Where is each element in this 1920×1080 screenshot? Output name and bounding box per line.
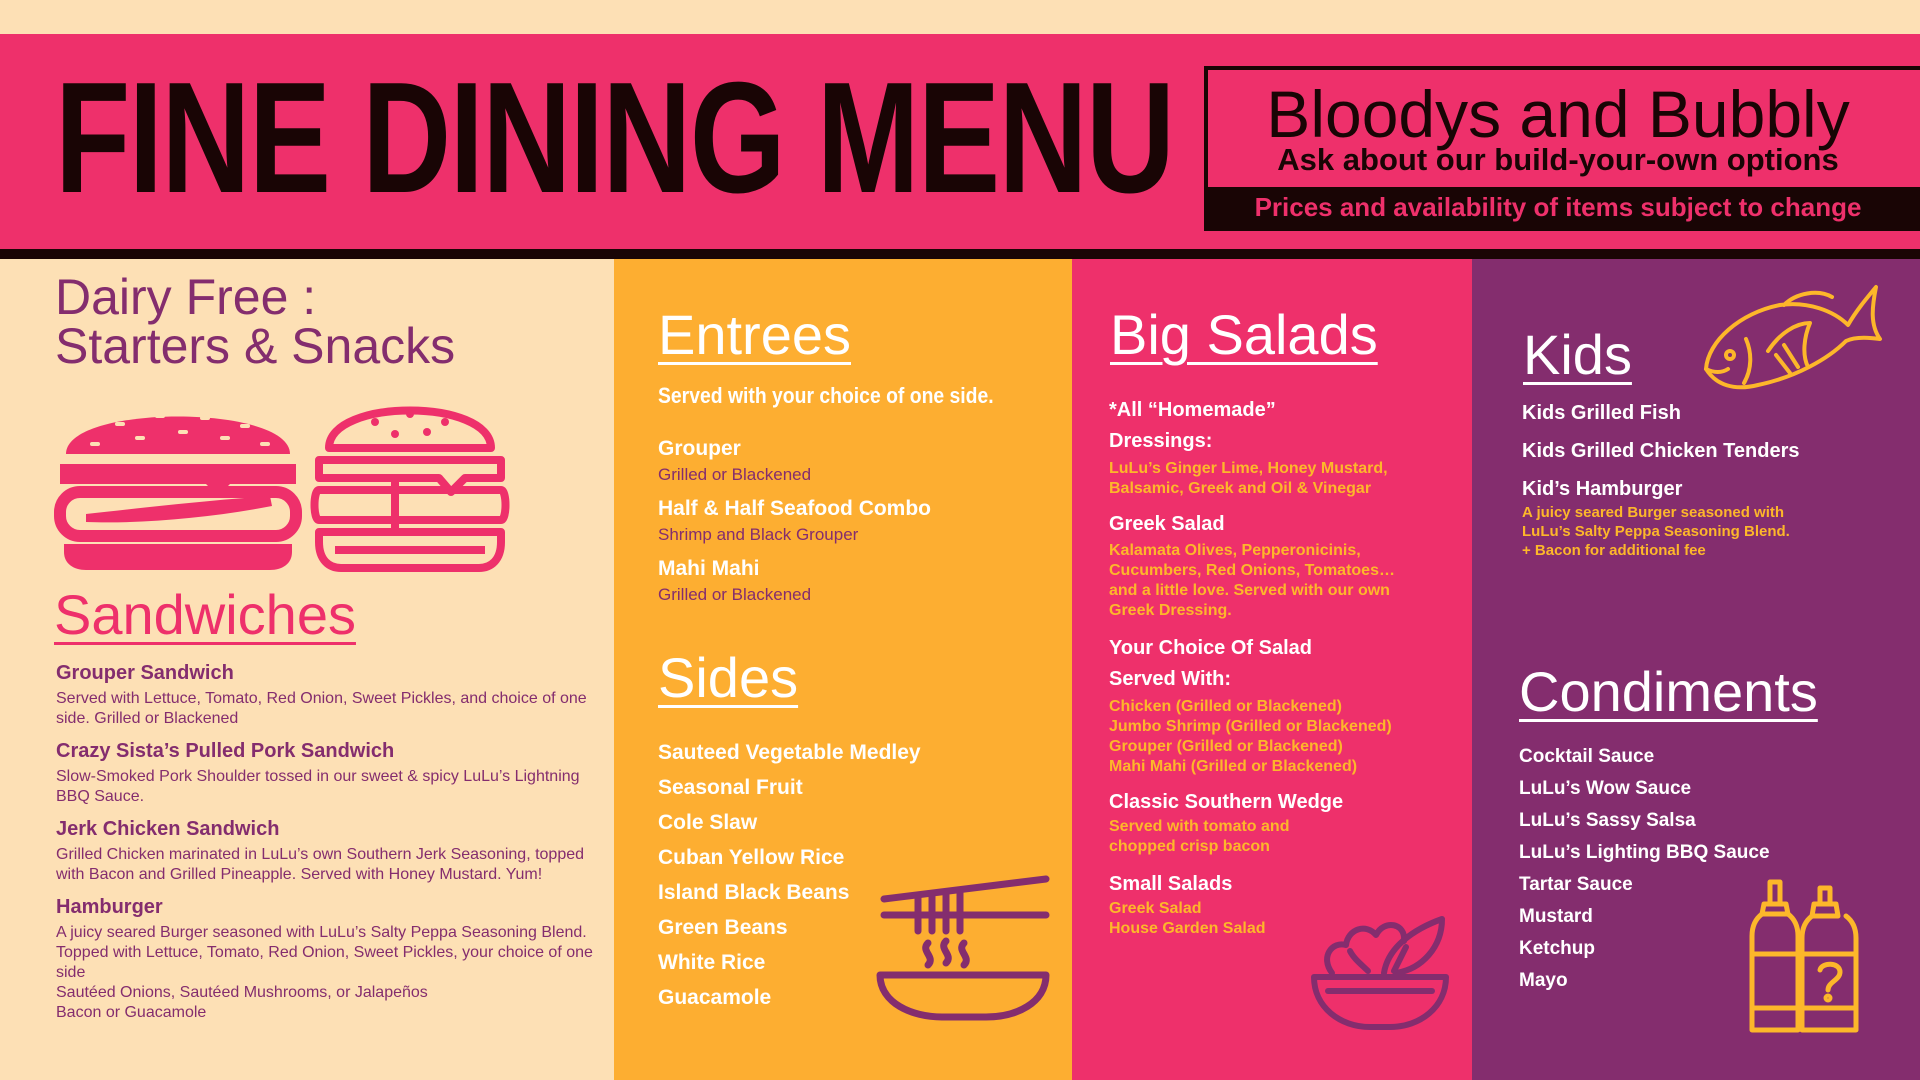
condiments-list bbox=[1519, 741, 1770, 997]
entrees-list bbox=[658, 437, 1058, 605]
noodle-bowl-icon bbox=[876, 871, 1056, 1021]
list-item: Kids Grilled Fish bbox=[1522, 402, 1681, 424]
list-item: Grouper Sandwich Served with Lettuce, Tomato, Red Onion, Sweet Pickles, and choice of one side. Grilled or Blackened bbox=[56, 662, 587, 727]
info-tagline: Ask about our build-your-own options bbox=[1277, 142, 1839, 177]
fish-icon bbox=[1700, 281, 1882, 405]
list-item: Cocktail Sauce bbox=[1519, 746, 1655, 767]
list-item: Kids Grilled Chicken Tenders bbox=[1522, 440, 1800, 462]
list-item: *All “Homemade” Dressings: LuLu’s Ginger Lime, Honey Mustard, Balsamic, Greek and Oil & Vinegar bbox=[1109, 399, 1388, 497]
info-subtitle: Bloodys and Bubbly bbox=[1266, 77, 1850, 151]
list-item: Tartar Sauce bbox=[1519, 874, 1633, 895]
condiments-title: Condiments bbox=[1519, 660, 1818, 723]
list-item: Kid’s Hamburger A juicy seared Burger seasoned with LuLu’s Salty Peppa Seasoning Blend. + Bacon for additional fee bbox=[1522, 478, 1790, 559]
list-item: Mayo bbox=[1519, 970, 1568, 991]
list-item: Mustard bbox=[1519, 906, 1593, 927]
list-item: Greek Salad Kalamata Olives, Pepperonicinis, Cucumbers, Red Onions, Tomatoes…and a little love. Served with our own Greek Dressing. bbox=[1109, 513, 1395, 619]
sandwiches-list bbox=[56, 661, 601, 1023]
list-item: White Rice bbox=[658, 951, 766, 974]
starters-sandwiches-column bbox=[0, 259, 614, 1080]
list-item: Guacamole bbox=[658, 986, 772, 1009]
list-item: Ketchup bbox=[1519, 938, 1595, 959]
list-item: Half & Half Seafood Combo Shrimp and Black Grouper bbox=[658, 497, 932, 544]
list-item: Mahi Mahi Grilled or Blackened bbox=[658, 557, 812, 604]
list-item: LuLu’s Sassy Salsa bbox=[1519, 810, 1696, 831]
starters-title: Dairy Free : Starters & Snacks bbox=[55, 269, 456, 374]
list-item: Cuban Yellow Rice bbox=[658, 846, 845, 869]
list-item: Seasonal Fruit bbox=[658, 776, 803, 799]
list-item: Your Choice Of Salad Served With: Chicken (Grilled or Blackened) Jumbo Shrimp (Grilled or Blackened) Grouper (Grilled or Blackened) Mahi Mahi (Grilled or Blackened) bbox=[1109, 637, 1392, 775]
list-item: LuLu’s Wow Sauce bbox=[1519, 778, 1692, 799]
condiment-bottles-icon bbox=[1750, 874, 1860, 1036]
list-item: Sauteed Vegetable Medley bbox=[658, 741, 921, 764]
salads-content bbox=[1109, 395, 1409, 939]
list-item: Crazy Sista’s Pulled Pork Sandwich Slow-Smoked Pork Shoulder tossed in our sweet & spicy LuLu’s Lightning BBQ Sauce. bbox=[56, 740, 580, 805]
list-item: Small Salads Greek Salad House Garden Salad bbox=[1109, 873, 1266, 937]
entrees-title: Entrees bbox=[658, 303, 851, 366]
salad-bowl-icon bbox=[1310, 907, 1450, 1032]
big-salads-title: Big Salads bbox=[1110, 303, 1378, 366]
list-item: Island Black Beans bbox=[658, 881, 850, 904]
page-title: FINE DINING MENU bbox=[55, 50, 1174, 226]
burger-icon bbox=[60, 392, 296, 572]
entrees-note: Served with your choice of one side. bbox=[658, 383, 994, 408]
burger-outline-icon bbox=[315, 392, 505, 572]
entrees-sides-column bbox=[614, 259, 1072, 1080]
sides-title: Sides bbox=[658, 646, 799, 709]
list-item: Classic Southern Wedge Served with tomato and chopped crisp bacon bbox=[1109, 791, 1344, 855]
kids-condiments-column bbox=[1472, 259, 1920, 1080]
info-notice: Prices and availability of items subject to change bbox=[1254, 192, 1862, 222]
list-item: Hamburger A juicy seared Burger seasoned with LuLu’s Salty Peppa Seasoning Blend. Topped with Lettuce, Tomato, Red Onion, Sweet Pickles, your choice of one side Sautéed Onions, Sautéed Mushrooms, or Jalapeños Bacon or Guacamole bbox=[56, 896, 593, 1021]
big-salads-column bbox=[1072, 259, 1472, 1080]
list-item: Green Beans bbox=[658, 916, 788, 939]
list-item: Jerk Chicken Sandwich Grilled Chicken marinated in LuLu’s own Southern Jerk Seasoning, topped with Bacon and Grilled Pineapple. Served with Honey Mustard. Yum! bbox=[56, 818, 585, 883]
list-item: Grouper Grilled or Blackened bbox=[658, 437, 812, 484]
kids-title: Kids bbox=[1523, 323, 1632, 386]
list-item: Cole Slaw bbox=[658, 811, 758, 834]
top-strip bbox=[0, 0, 1920, 34]
header-divider bbox=[0, 249, 1920, 259]
kids-list bbox=[1522, 401, 1852, 560]
sandwiches-title: Sandwiches bbox=[54, 583, 356, 646]
list-item: LuLu’s Lighting BBQ Sauce bbox=[1519, 842, 1770, 863]
